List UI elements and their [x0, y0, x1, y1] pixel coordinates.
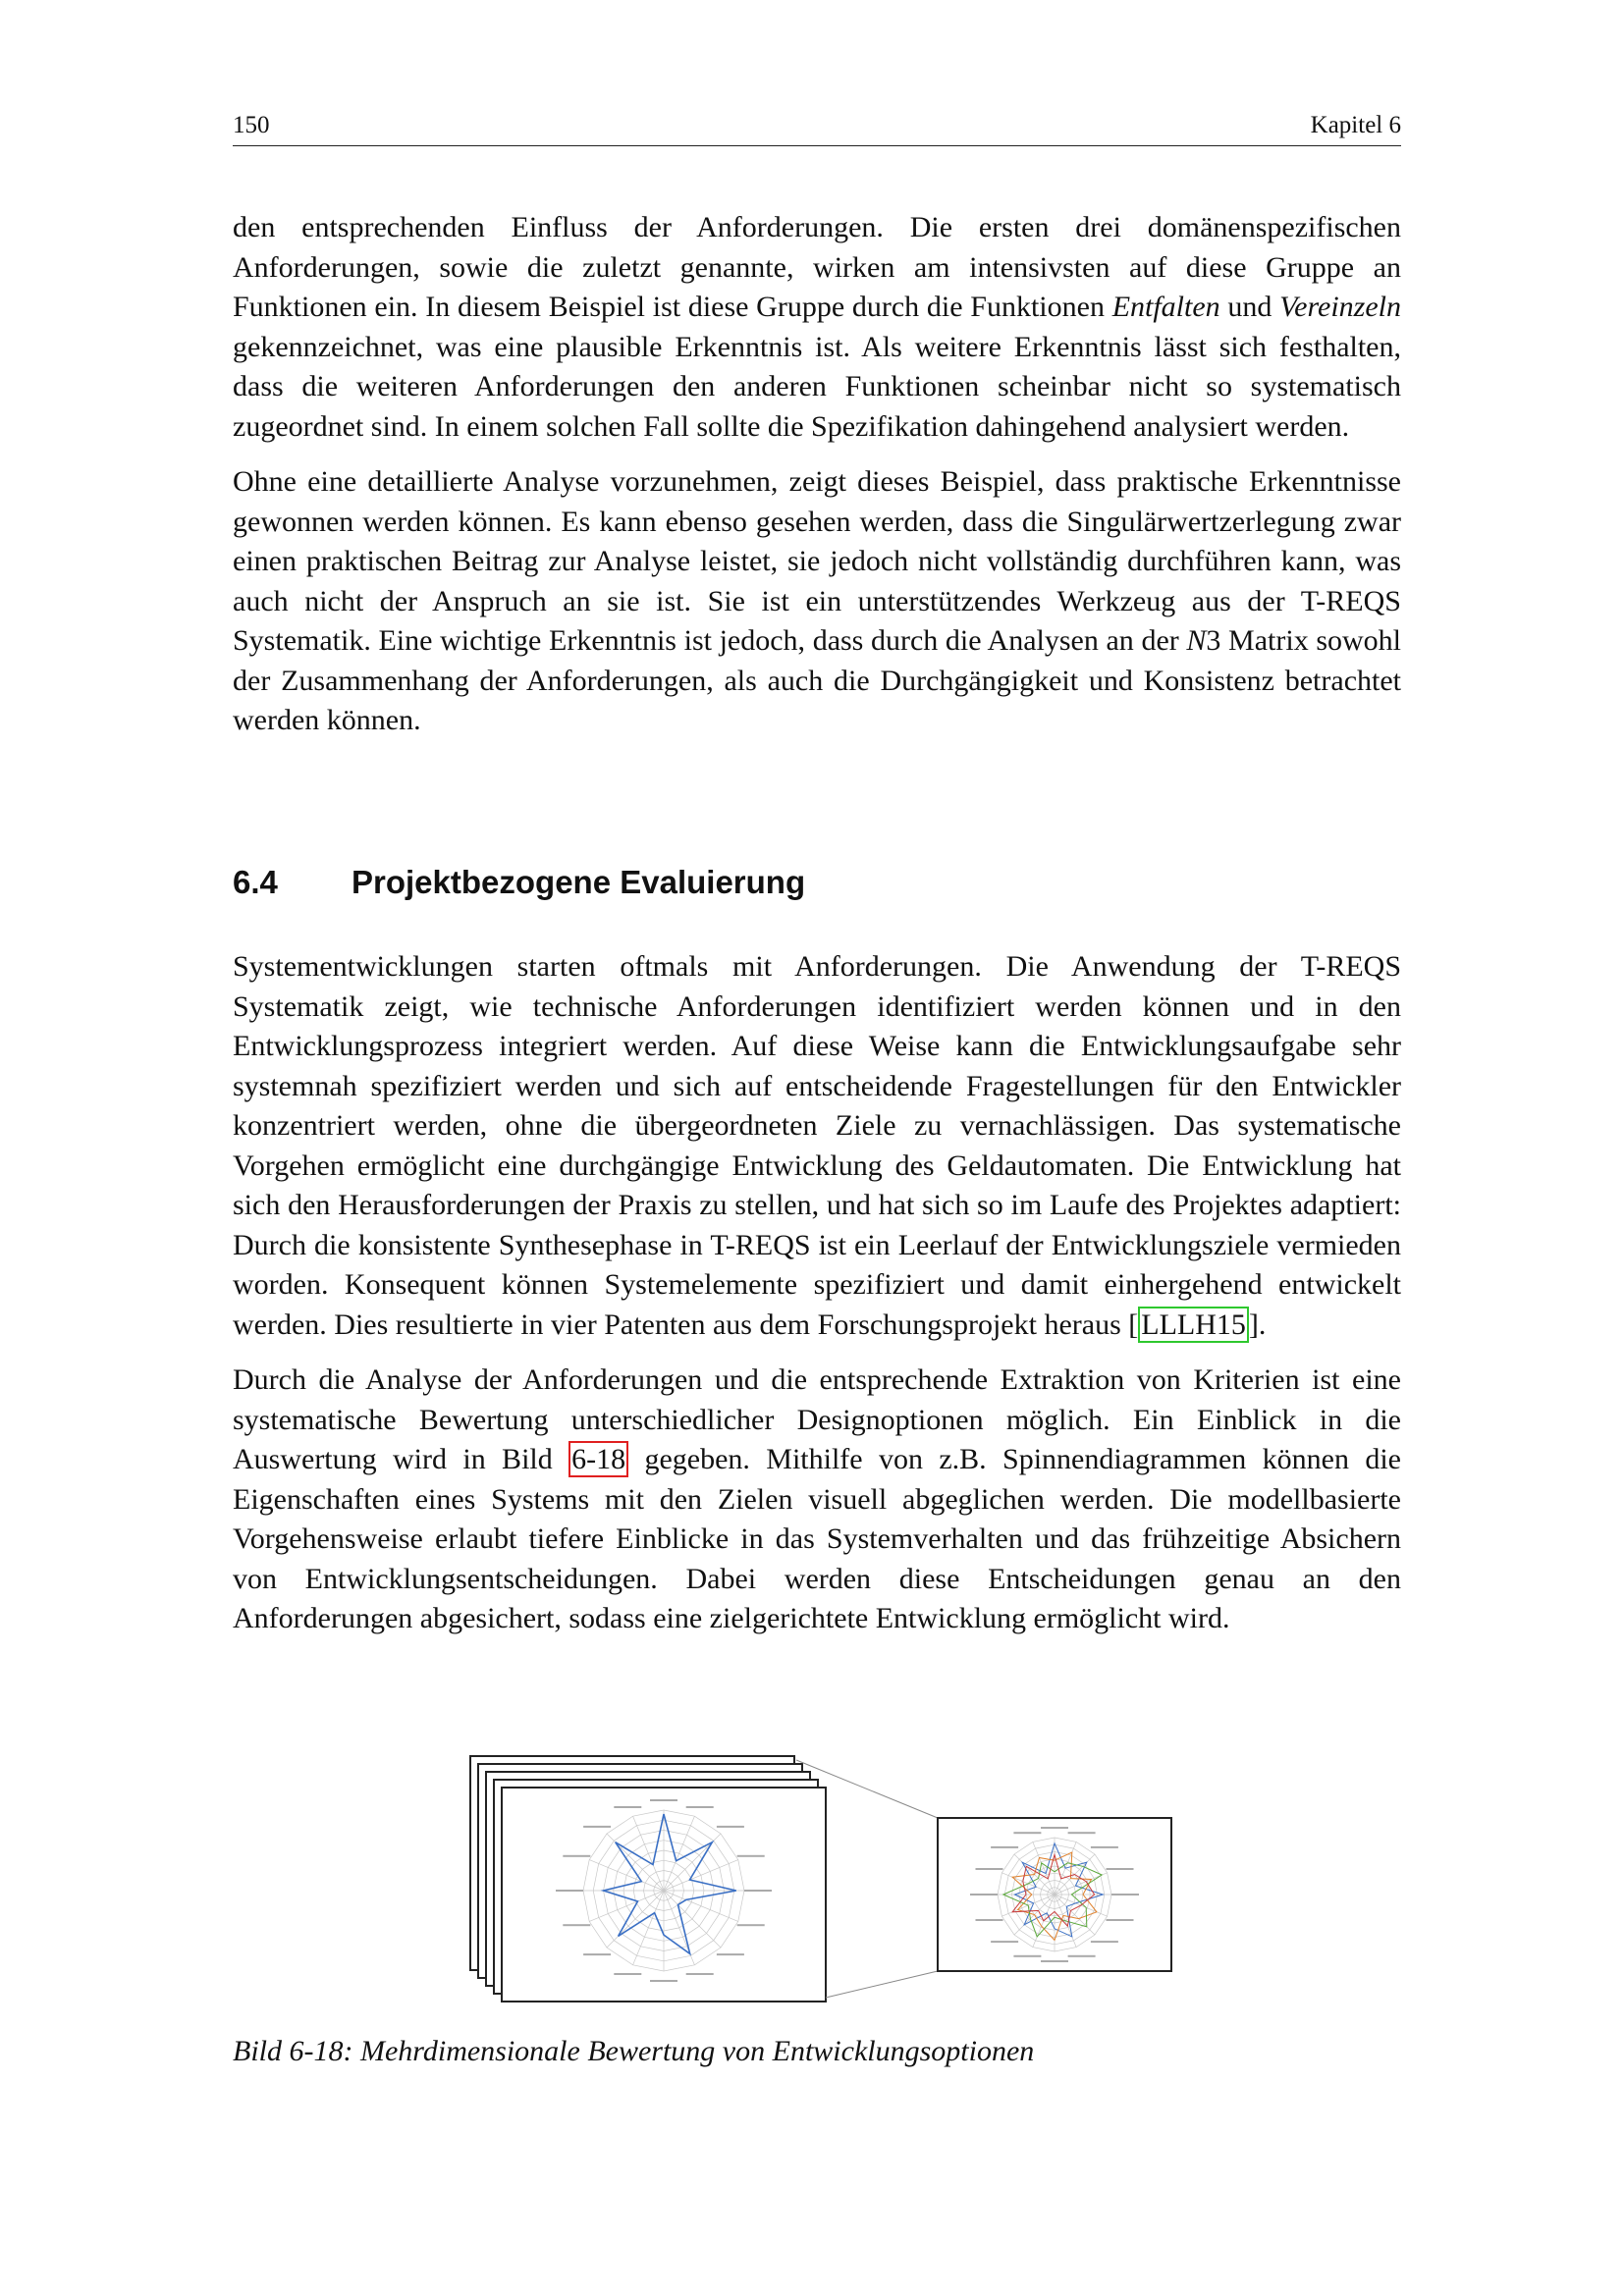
paragraph-4: Durch die Analyse der Anforderungen und die entsprechende Extraktion von Kriterien ist eine systematische Bewertung unterschiedlicher Designoptionen möglich. Ein Einblick in die Auswertung wird in Bild 6-18 gegeben. Mithilfe von z.B. Spinnendiagrammen können die Eigenschaften eines Systems mit den Zielen visuell abgeglichen werden. Die modellbasierte Vorgehensweise erlaubt tiefere Einblicke in das Systemverhalten und das frühzeitige Absichern von Entwicklungsentscheidungen. Dabei werden diese Entscheidungen genau an den Anforderungen abgesichert, sodass eine zielgerichtete Entwicklung ermöglicht wird.	[233, 1363, 1401, 1634]
axis-label-placeholder	[583, 1826, 611, 1828]
axis-label-placeholder	[1091, 1941, 1118, 1943]
term-vereinzeln: Vereinzeln	[1279, 291, 1401, 323]
chapter-title: Kapitel 6	[1310, 112, 1401, 138]
axis-label-placeholder	[1041, 1827, 1068, 1829]
zoom-line-bottom	[826, 1971, 938, 1998]
caption-label: Bild 6-18	[233, 2035, 344, 2067]
paragraph-block-2	[233, 947, 1401, 1655]
paragraph-block-1	[233, 208, 1401, 757]
axis-label-placeholder	[1068, 1955, 1096, 1957]
axis-label-placeholder	[1107, 1868, 1134, 1870]
axis-label-placeholder	[583, 1953, 611, 1955]
axis-label-placeholder	[650, 1799, 677, 1801]
axis-label-placeholder	[976, 1868, 1003, 1870]
axis-label-placeholder	[1041, 1960, 1068, 1962]
page-number: 150	[233, 112, 270, 138]
figure-caption	[233, 2035, 1401, 2068]
axis-label-placeholder	[991, 1941, 1018, 1943]
figure-spider-charts	[466, 1752, 1173, 2017]
axis-label-placeholder	[614, 1973, 641, 1975]
axis-label-placeholder	[1107, 1919, 1134, 1921]
paragraph-2: Ohne eine detaillierte Analyse vorzunehmen, zeigt dieses Beispiel, dass praktische Erkenntnisse gewonnen werden können. Es kann ebenso gesehen werden, dass die Singulärwertzerlegung zwar einen praktischen Beitrag zur Analyse leistet, sie jedoch nicht vollständig durchführen kann, was auch nicht der Anspruch an sie ist. Sie ist ein unterstützendes Werkzeug aus der T-REQS Systematik. Eine wichtige Erkenntnis ist jedoch, dass durch die Analysen an der N3 Matrix sowohl der Zusammenhang der Anforderungen, als auch die Durchgängigkeit und Konsistenz betrachtet werden können.	[233, 465, 1401, 736]
figure-illustration	[466, 1752, 1173, 2017]
paragraph-1: den entsprechenden Einfluss der Anforderungen. Die ersten drei domänenspezifischen Anforderungen, sowie die zuletzt genannte, wirken am intensivsten auf diese Gruppe an Funktionen ein. In diesem Beispiel ist diese Gruppe durch die Funktionen Entfalten und Vereinzeln gekennzeichnet, was eine plausible Erkenntnis ist. Als weitere Erkenntnis lässt sich festhalten, dass die weiteren Anforderungen den anderen Funktionen scheinbar nicht so systematisch zugeordnet sind. In einem solchen Fall sollte die Spezifikation dahingehend analysiert werden.	[233, 211, 1401, 443]
axis-label-placeholder	[563, 1855, 590, 1857]
section-heading	[233, 864, 1401, 901]
axis-label-placeholder	[686, 1973, 714, 1975]
axis-label-placeholder	[1068, 1832, 1096, 1834]
axis-label-placeholder	[556, 1890, 583, 1892]
axis-label-placeholder	[1013, 1955, 1041, 1957]
axis-label-placeholder	[1013, 1832, 1041, 1834]
axis-label-placeholder	[717, 1826, 744, 1828]
term-n: N	[1186, 624, 1207, 657]
section-number: 6.4	[233, 864, 278, 900]
axis-label-placeholder	[1091, 1846, 1118, 1848]
axis-label-placeholder	[563, 1924, 590, 1926]
axis-label-placeholder	[614, 1806, 641, 1808]
detail-spider-chart	[970, 1827, 1139, 1962]
axis-label-placeholder	[717, 1953, 744, 1955]
axis-label-placeholder	[737, 1924, 765, 1926]
caption-text: : Mehrdimensionale Bewertung von Entwicklungsoptionen	[343, 2035, 1035, 2067]
axis-label-placeholder	[976, 1919, 1003, 1921]
axis-label-placeholder	[650, 1980, 677, 1982]
section-title: Projektbezogene Evaluierung	[352, 864, 806, 900]
figure-link[interactable]: 6-18	[568, 1441, 628, 1477]
axis-label-placeholder	[686, 1806, 714, 1808]
term-entfalten: Entfalten	[1111, 291, 1220, 323]
paragraph-3: Systementwicklungen starten oftmals mit Anforderungen. Die Anwendung der T-REQS Systematik zeigt, wie technische Anforderungen identifiziert werden können und in den Entwicklungsprozess integriert werden. Auf diese Weise kann die Entwicklungsaufgabe sehr systemnah spezifiziert werden und sich auf entscheidende Fragestellungen für den Entwickler konzentriert werden, ohne die übergeordneten Ziele zu vernachlässigen. Das systematische Vorgehen ermöglicht eine durchgängige Entwicklung des Geldautomaten. Die Entwicklung hat sich den Herausforderungen der Praxis zu stellen, und hat sich so im Laufe des Projektes adaptiert: Durch die konsistente Synthesephase in T-REQS ist ein Leerlauf der Entwicklungsziele vermieden worden. Konsequent können Systemelemente spezifiziert und damit einhergehend entwickelt werden. Dies resultierte in vier Patenten aus dem Forschungsprojekt heraus [ LLLH15 ].	[233, 950, 1401, 1341]
axis-label-placeholder	[744, 1890, 772, 1892]
citation-link[interactable]: LLLH15	[1138, 1307, 1249, 1343]
axis-label-placeholder	[1111, 1894, 1139, 1896]
running-header	[233, 110, 1401, 146]
main-spider-chart	[556, 1799, 772, 1982]
axis-label-placeholder	[970, 1894, 998, 1896]
axis-label-placeholder	[991, 1846, 1018, 1848]
axis-label-placeholder	[737, 1855, 765, 1857]
